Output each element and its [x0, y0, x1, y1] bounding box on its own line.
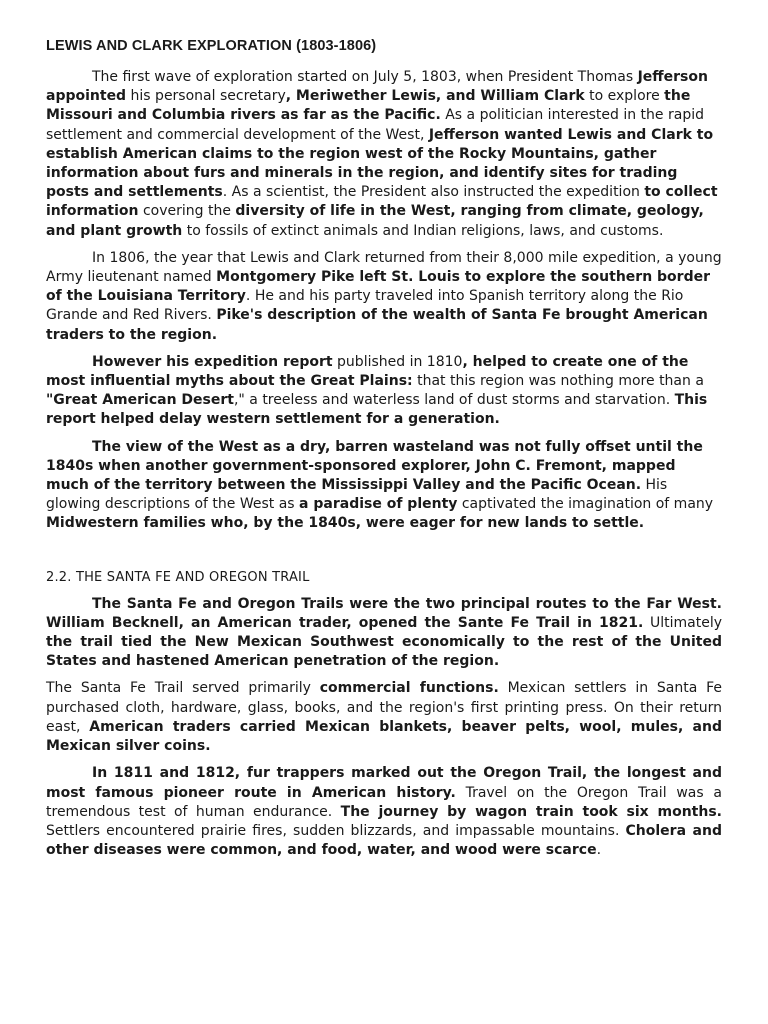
paragraph — [46, 679, 722, 756]
text-run: Mexican settlers in Santa Fe purchased cloth, hardware, glass, books, and the region's first printing press. On their return east, — [46, 680, 723, 735]
bold-text-run: This report helped delay western settlement for a generation. — [46, 392, 708, 428]
text-run: The Santa Fe Trail served primarily — [46, 680, 320, 697]
text-run: captivated the imagination of many — [457, 496, 714, 513]
document-page — [46, 38, 722, 868]
text-run: to explore — [584, 88, 665, 105]
bold-text-run: The Santa Fe and Oregon Trails were the two principal routes to the Far West. William Becknell, an American trader, opened the Sante Fe Trail in 1821. — [46, 595, 722, 631]
text-run: his personal secretary — [126, 88, 286, 105]
bold-text-run: diversity of life in the West, ranging from climate, geology, and plant growth — [46, 203, 704, 239]
text-run: The first wave of exploration started on July 5, 1803, when President Thomas — [92, 69, 638, 85]
bold-text-run: to collect information — [46, 184, 718, 220]
text-run: . As a scientist, the President also instructed the expedition — [222, 184, 645, 201]
paragraph — [46, 68, 722, 241]
text-run: . — [596, 842, 602, 859]
bold-text-run: Pike's description of the wealth of Santa Fe brought American traders to the region. — [46, 307, 708, 343]
bold-text-run: However his expedition report — [92, 353, 333, 370]
paragraph — [46, 764, 722, 860]
bold-text-run: Jefferson appointed — [46, 69, 708, 105]
text-run: covering the — [138, 203, 236, 220]
text-run: to fossils of extinct animals and Indian religions, laws, and customs. — [182, 222, 664, 239]
text-run: As a politician interested in the rapid settlement and commercial development of the West, — [46, 107, 704, 143]
bold-text-run: Cholera and other diseases were common, and food, water, and wood were scarce — [46, 822, 722, 859]
bold-text-run: commercial functions. — [319, 680, 499, 697]
text-run: His glowing descriptions of the West as — [46, 477, 668, 513]
bold-text-run: the trail tied the New Mexican Southwest economically to the rest of the United States and hastened American penetration of the region. — [46, 634, 722, 670]
bold-text-run: "Great American Desert — [46, 392, 234, 409]
text-run: Settlers encountered prairie fires, sudden blizzards, and impassable mountains. — [46, 822, 626, 839]
text-run: In 1806, the year that Lewis and Clark returned from their 8,000 mile expedition, a young Army lieutenant named — [46, 249, 722, 286]
bold-text-run: The journey by wagon train took six months. — [340, 803, 722, 820]
bold-text-run: Jefferson wanted Lewis and Clark to establish American claims to the region west of the Rocky Mountains, gather information about furs and minerals in the region, and identify sites for trading posts and settlements — [46, 126, 714, 201]
text-run: ," a treeless and waterless land of dust storms and starvation. — [233, 392, 675, 409]
section-spacer — [46, 542, 722, 570]
section-heading-santa-fe-oregon: 2.2. THE SANTA FE AND OREGON TRAIL — [46, 569, 310, 585]
bold-text-run: Montgomery Pike left St. Louis to explore the southern border of the Louisiana Territory — [46, 269, 711, 305]
bold-text-run: Midwestern families who, by the 1840s, were eager for new lands to settle. — [46, 515, 645, 532]
paragraph — [46, 249, 722, 345]
paragraph — [46, 353, 722, 430]
text-run: published in 1810 — [332, 353, 463, 370]
bold-text-run: a paradise of plenty — [299, 496, 458, 513]
text-run: Ultimately — [643, 614, 722, 631]
bold-text-run: , Meriwether Lewis, and William Clark — [285, 88, 585, 105]
bold-text-run: the Missouri and Columbia rivers as far as the Pacific. — [46, 88, 691, 124]
text-run: . He and his party traveled into Spanish territory along the Rio Grande and Red Rivers. — [46, 288, 684, 324]
text-run: that this region was nothing more than a — [412, 373, 704, 390]
text-run: Travel on the Oregon Trail was a tremendous test of human endurance. — [46, 784, 722, 820]
paragraph — [46, 595, 722, 672]
bold-text-run: In 1811 and 1812, fur trappers marked out the Oregon Trail, the longest and most famous pioneer route in American history. — [46, 765, 722, 801]
bold-text-run: The view of the West as a dry, barren wasteland was not fully offset until the 1840s when another government-sponsored explorer, John C. Fremont, mapped much of the territory between the Mississippi Valley and the Pacific Ocean. — [46, 438, 703, 494]
bold-text-run: , helped to create one of the most influential myths about the Great Plains: — [46, 353, 689, 390]
section-heading-lewis-clark: LEWIS AND CLARK EXPLORATION (1803-1806) — [46, 38, 377, 54]
paragraph — [46, 438, 722, 534]
bold-text-run: American traders carried Mexican blankets, beaver pelts, wool, mules, and Mexican silver coins. — [46, 718, 722, 755]
